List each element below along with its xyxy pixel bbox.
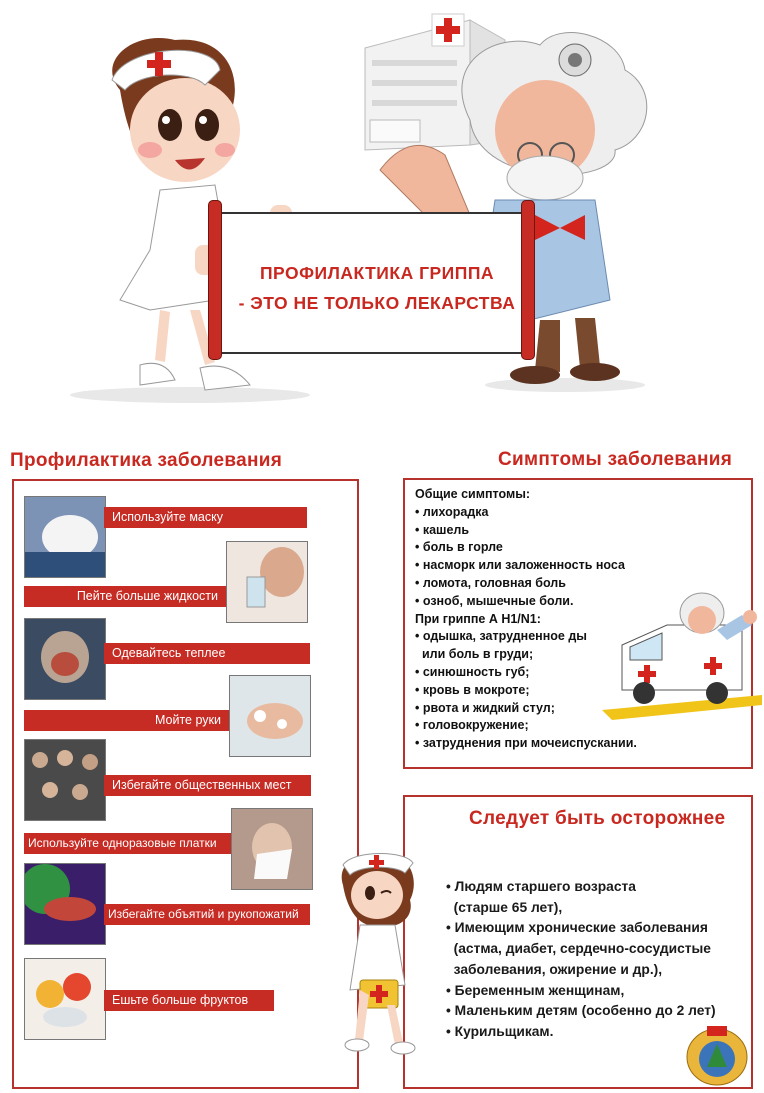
caution-item: • Людям старшего возраста xyxy=(446,879,636,894)
tissue-photo xyxy=(231,808,313,890)
caution-item: • Беременным женщинам, xyxy=(446,982,625,998)
symptom-item: • одышка, затрудненное ды xyxy=(415,629,587,644)
coat-of-arms-icon xyxy=(682,1022,752,1088)
symptom-item: • головокружение; xyxy=(415,718,529,733)
nurse-kit-icon xyxy=(325,845,435,1060)
tip-mask: Используйте маску xyxy=(104,507,307,528)
tip-fruits: Ешьте больше фруктов xyxy=(104,990,274,1011)
banner-illustration xyxy=(0,0,764,420)
symptom-item: • насморк или заложенность носа xyxy=(415,558,625,573)
symptom-item: • боль в горле xyxy=(415,540,503,555)
tip-tissues: Используйте одноразовые платки xyxy=(24,833,231,854)
caution-item: • Маленьким детям (особенно до 2 лет) xyxy=(446,1003,716,1019)
symptom-item: • синюшность губ; xyxy=(415,664,530,679)
tip-wash-hands: Мойте руки xyxy=(24,710,229,731)
caution-item: (астма, диабет, сердечно-сосудистые xyxy=(446,941,711,957)
banner-line-1: ПРОФИЛАКТИКА ГРИППА xyxy=(259,263,495,283)
hand-wash-photo xyxy=(229,675,311,757)
banner-title xyxy=(232,258,522,318)
emblem-logo xyxy=(682,1022,752,1088)
banner-rod-left xyxy=(208,200,222,360)
caution-item: • Имеющим хронические заболевания xyxy=(446,920,708,936)
caution-list xyxy=(446,877,716,1043)
symptom-item: • рвота и жидкий стул; xyxy=(415,700,555,715)
symptom-item: • затруднения при мочеиспускании. xyxy=(415,736,637,751)
drink-photo xyxy=(226,541,308,623)
doctors-illustration xyxy=(0,0,764,420)
symptom-item: • озноб, мышечные боли. xyxy=(415,593,574,608)
tip-handshakes: Избегайте объятий и рукопожатий xyxy=(104,904,310,925)
banner-rod-right xyxy=(521,200,535,360)
tip-warm: Одевайтесь теплее xyxy=(104,643,310,664)
mask-photo xyxy=(24,496,106,578)
ambulance-icon xyxy=(602,585,762,720)
caution-title: Следует быть осторожнее xyxy=(469,808,726,829)
symptom-item: или боль в груди; xyxy=(415,647,534,662)
caution-item: (старше 65 лет), xyxy=(446,899,563,915)
prevention-title: Профилактика заболевания xyxy=(10,450,283,471)
caution-item: заболевания, ожирение и др.), xyxy=(446,961,663,977)
fruits-photo xyxy=(24,958,106,1040)
symptom-item: • кашель xyxy=(415,522,470,537)
h1n1-heading: При гриппе А H1/N1: xyxy=(415,611,541,626)
symptom-item: • лихорадка xyxy=(415,504,489,519)
symptom-item: • ломота, головная боль xyxy=(415,575,566,590)
tip-drink: Пейте больше жидкости xyxy=(24,586,226,607)
symptom-item: • кровь в мокроте; xyxy=(415,682,530,697)
nurse-with-kit-illustration xyxy=(325,845,435,1060)
tip-crowds: Избегайте общественных мест xyxy=(104,775,311,796)
handshake-photo xyxy=(24,863,106,945)
ambulance-illustration xyxy=(602,585,762,720)
caution-item: • Курильщикам. xyxy=(446,1023,554,1039)
crowd-photo xyxy=(24,739,106,821)
warm-clothes-photo xyxy=(24,618,106,700)
general-heading: Общие симптомы: xyxy=(415,487,531,501)
symptoms-title: Симптомы заболевания xyxy=(498,449,733,470)
banner-line-2: - ЭТО НЕ ТОЛЬКО ЛЕКАРСТВА xyxy=(238,293,516,313)
